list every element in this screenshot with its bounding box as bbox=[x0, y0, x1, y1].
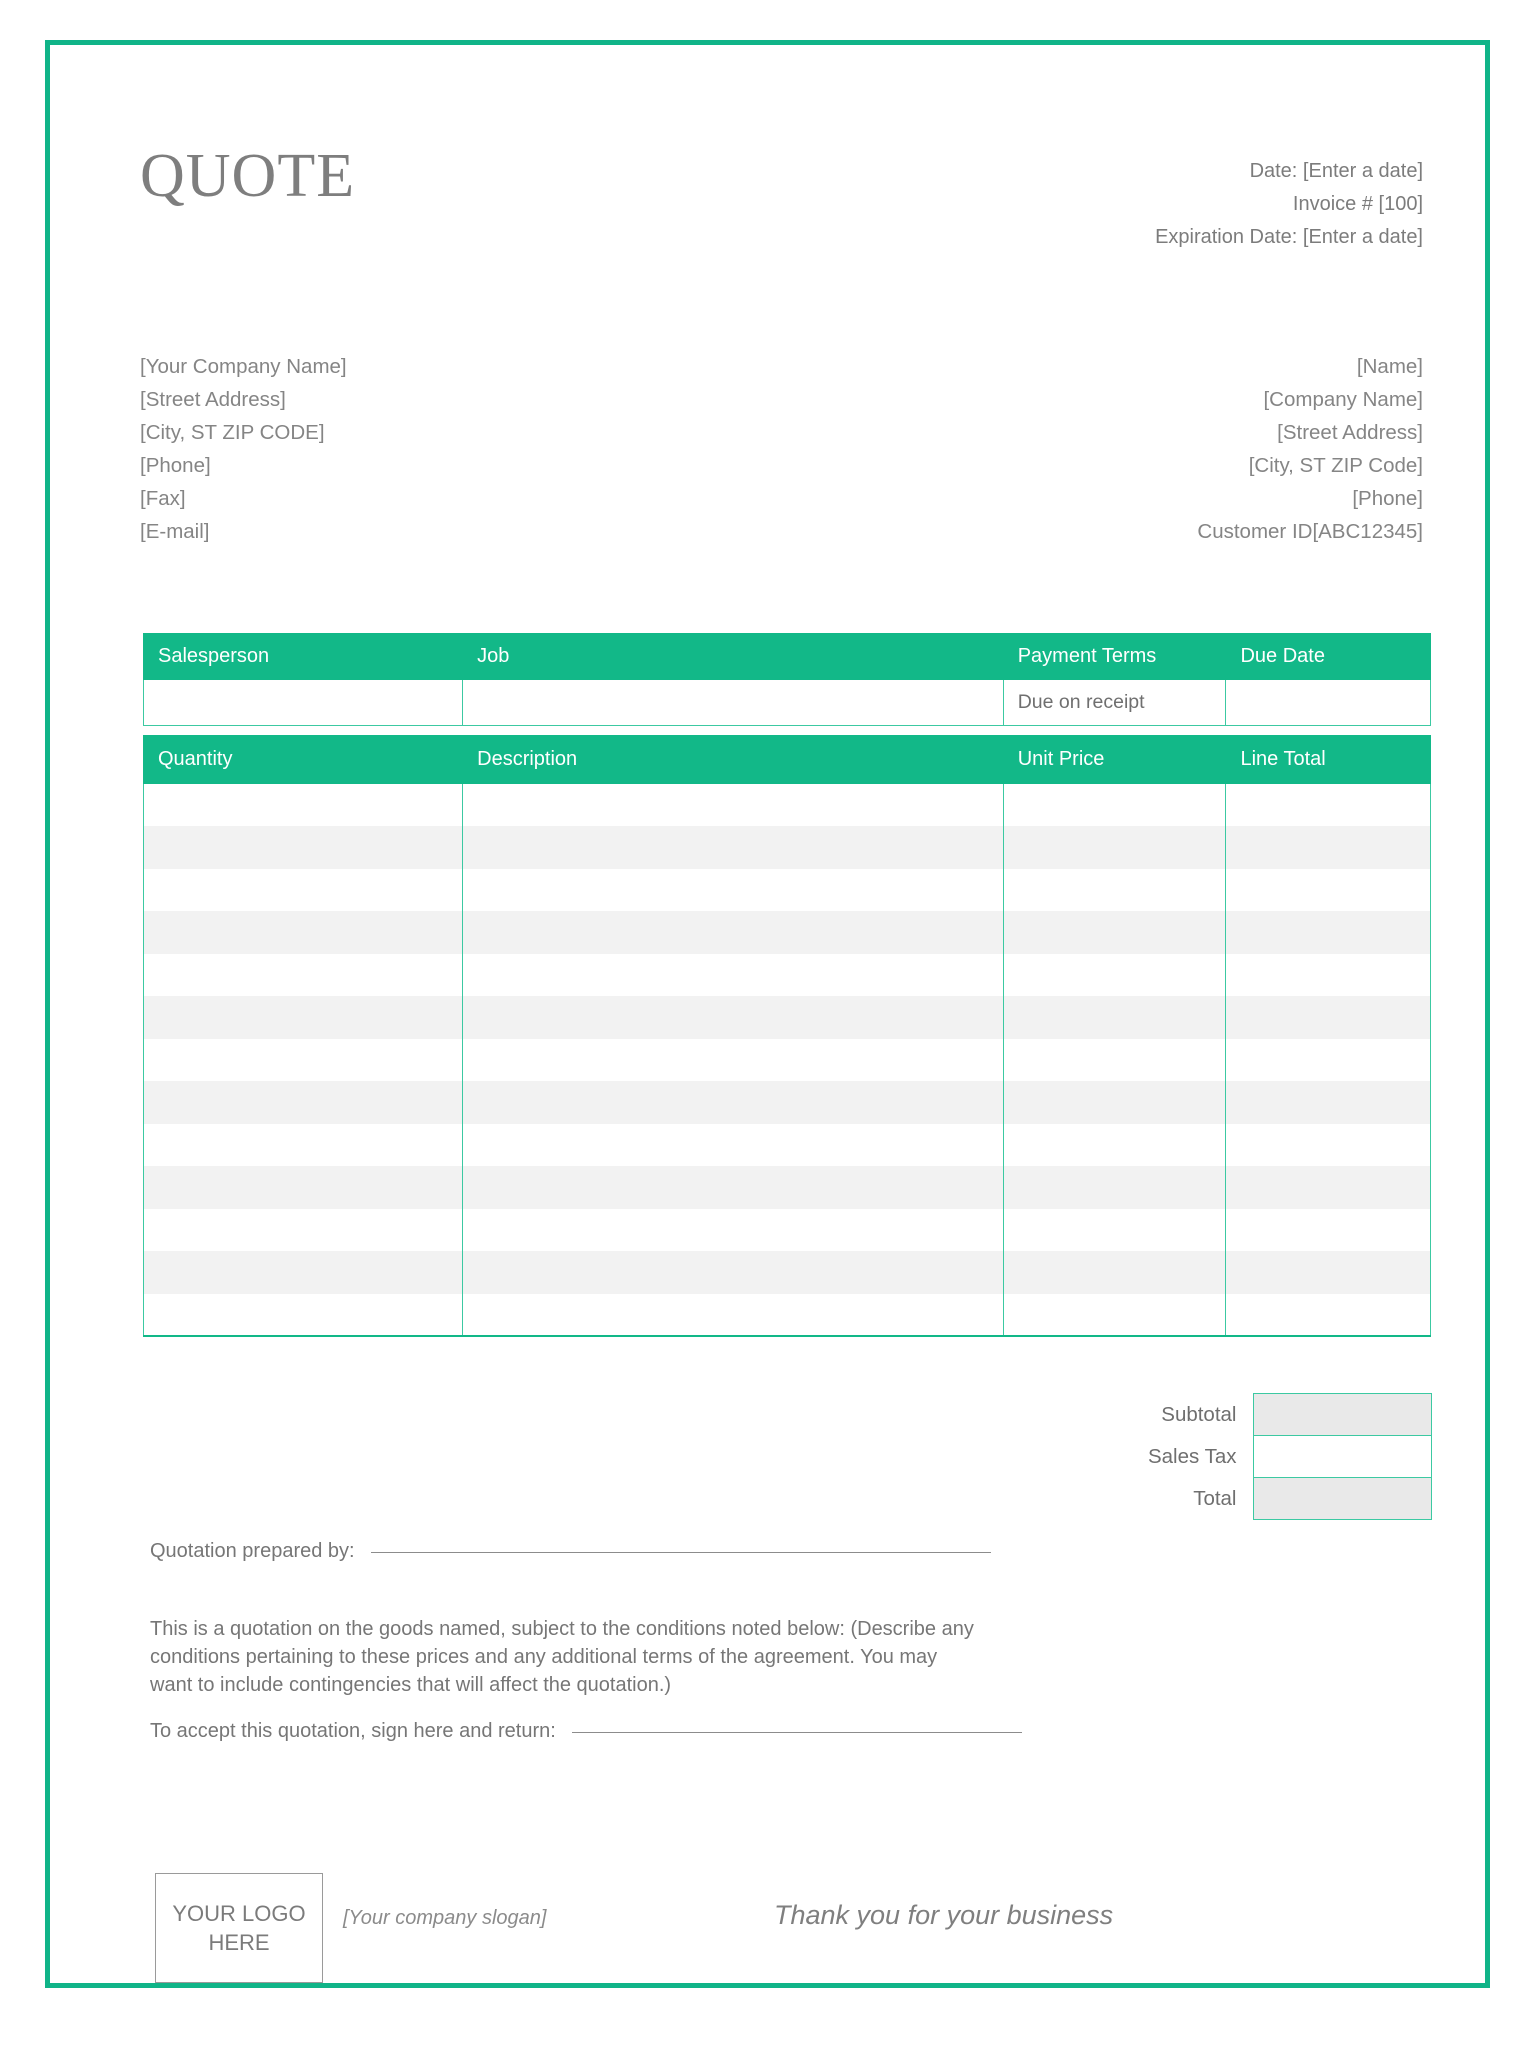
cell-line-total[interactable] bbox=[1226, 1166, 1431, 1209]
label-subtotal: Subtotal bbox=[1161, 1402, 1237, 1426]
cell-unit-price[interactable] bbox=[1003, 1039, 1226, 1082]
recipient-customer-id: Customer ID[ABC12345] bbox=[1197, 520, 1423, 543]
cell-unit-price[interactable] bbox=[1003, 996, 1226, 1039]
quotation-prepared-by-row bbox=[150, 1540, 1380, 1563]
cell-description[interactable] bbox=[463, 1166, 1004, 1209]
label-sales-tax: Sales Tax bbox=[1147, 1444, 1237, 1468]
column-header-unit-price: Unit Price bbox=[1003, 736, 1226, 784]
table-row bbox=[144, 1166, 1431, 1209]
line-items-table bbox=[143, 735, 1431, 1337]
logo-line-1: YOUR LOGO bbox=[172, 1901, 306, 1926]
totals-row-total bbox=[998, 1478, 1431, 1520]
table-row bbox=[144, 911, 1431, 954]
sender-company-name: [Your Company Name] bbox=[140, 355, 347, 378]
cell-description[interactable] bbox=[463, 1124, 1004, 1167]
salesperson-table bbox=[143, 633, 1431, 726]
quote-meta-block bbox=[1155, 155, 1423, 254]
recipient-name: [Name] bbox=[1356, 355, 1423, 378]
cell-due-date[interactable] bbox=[1226, 680, 1431, 726]
logo-placeholder bbox=[155, 1873, 323, 1983]
totals-row-sales-tax bbox=[998, 1436, 1431, 1478]
signature-line[interactable] bbox=[572, 1732, 1022, 1733]
cell-quantity[interactable] bbox=[144, 1039, 463, 1082]
value-subtotal[interactable] bbox=[1253, 1394, 1431, 1436]
totals-table bbox=[998, 1393, 1432, 1520]
column-header-line-total: Line Total bbox=[1226, 736, 1431, 784]
table-row bbox=[144, 1209, 1431, 1252]
column-header-description: Description bbox=[463, 736, 1004, 784]
cell-payment-terms[interactable]: Due on receipt bbox=[1003, 680, 1226, 726]
page-title: QUOTE bbox=[140, 142, 356, 210]
totals-row-subtotal bbox=[998, 1394, 1431, 1436]
cell-description[interactable] bbox=[463, 1039, 1004, 1082]
quote-page-border bbox=[45, 40, 1490, 1988]
table-row bbox=[144, 1039, 1431, 1082]
sender-address-block bbox=[140, 350, 347, 548]
table-row bbox=[144, 1294, 1431, 1337]
salesperson-table-header-row bbox=[144, 634, 1431, 680]
label-total: Total bbox=[1193, 1486, 1237, 1510]
cell-description[interactable] bbox=[463, 826, 1004, 869]
sender-fax: [Fax] bbox=[140, 487, 186, 510]
table-row bbox=[144, 1251, 1431, 1294]
column-header-quantity: Quantity bbox=[144, 736, 463, 784]
cell-salesperson[interactable] bbox=[144, 680, 463, 726]
cell-description[interactable] bbox=[463, 954, 1004, 997]
cell-quantity[interactable] bbox=[144, 1081, 463, 1124]
column-header-salesperson: Salesperson bbox=[144, 634, 463, 680]
cell-quantity[interactable] bbox=[144, 954, 463, 997]
table-row bbox=[144, 1124, 1431, 1167]
value-total[interactable] bbox=[1253, 1478, 1431, 1520]
cell-quantity[interactable] bbox=[144, 911, 463, 954]
cell-description[interactable] bbox=[463, 996, 1004, 1039]
recipient-company-name: [Company Name] bbox=[1263, 388, 1423, 411]
column-header-job: Job bbox=[463, 634, 1004, 680]
cell-description[interactable] bbox=[463, 1251, 1004, 1294]
accept-quotation-row bbox=[150, 1720, 1380, 1743]
cell-quantity[interactable] bbox=[144, 1294, 463, 1337]
cell-line-total[interactable] bbox=[1226, 869, 1431, 912]
cell-unit-price[interactable] bbox=[1003, 869, 1226, 912]
cell-quantity[interactable] bbox=[144, 996, 463, 1039]
cell-line-total[interactable] bbox=[1226, 996, 1431, 1039]
cell-unit-price[interactable] bbox=[1003, 1251, 1226, 1294]
recipient-city-state-zip: [City, ST ZIP Code] bbox=[1248, 454, 1423, 477]
table-row bbox=[144, 869, 1431, 912]
cell-quantity[interactable] bbox=[144, 1166, 463, 1209]
cell-quantity[interactable] bbox=[144, 1251, 463, 1294]
cell-unit-price[interactable] bbox=[1003, 954, 1226, 997]
cell-line-total[interactable] bbox=[1226, 911, 1431, 954]
cell-line-total[interactable] bbox=[1226, 1081, 1431, 1124]
cell-description[interactable] bbox=[463, 1294, 1004, 1337]
column-header-due-date: Due Date bbox=[1226, 634, 1431, 680]
cell-description[interactable] bbox=[463, 1209, 1004, 1252]
column-header-payment-terms: Payment Terms bbox=[1003, 634, 1226, 680]
quote-page bbox=[50, 45, 1485, 1983]
cell-description[interactable] bbox=[463, 784, 1004, 827]
quotation-prepared-by-label: Quotation prepared by: bbox=[150, 1540, 355, 1562]
cell-quantity[interactable] bbox=[144, 1209, 463, 1252]
cell-unit-price[interactable] bbox=[1003, 784, 1226, 827]
sender-email: [E-mail] bbox=[140, 520, 210, 543]
items-table-header-row bbox=[144, 736, 1431, 784]
document-header bbox=[50, 45, 1485, 305]
value-sales-tax[interactable] bbox=[1253, 1436, 1431, 1478]
cell-quantity[interactable] bbox=[144, 826, 463, 869]
cell-line-total[interactable] bbox=[1226, 826, 1431, 869]
cell-quantity[interactable] bbox=[144, 869, 463, 912]
cell-line-total[interactable] bbox=[1226, 1124, 1431, 1167]
cell-description[interactable] bbox=[463, 1081, 1004, 1124]
sender-phone: [Phone] bbox=[140, 454, 211, 477]
recipient-street-address: [Street Address] bbox=[1277, 421, 1423, 444]
cell-unit-price[interactable] bbox=[1003, 1124, 1226, 1167]
cell-description[interactable] bbox=[463, 869, 1004, 912]
table-row bbox=[144, 996, 1431, 1039]
meta-expiration-date: Expiration Date: [Enter a date] bbox=[1155, 226, 1423, 248]
cell-unit-price[interactable] bbox=[1003, 1209, 1226, 1252]
cell-quantity[interactable] bbox=[144, 1124, 463, 1167]
quotation-terms-text: This is a quotation on the goods named, subject to the conditions noted below: (Describe any conditions pertaining to these prices and any additional terms of the agreement. You may want to include contingencies that will affect the quotation.) bbox=[150, 1618, 974, 1696]
quotation-prepared-by-line[interactable] bbox=[371, 1552, 991, 1553]
cell-line-total[interactable] bbox=[1226, 1251, 1431, 1294]
cell-unit-price[interactable] bbox=[1003, 826, 1226, 869]
meta-invoice-number: Invoice # [100] bbox=[1292, 193, 1423, 215]
cell-unit-price[interactable] bbox=[1003, 1166, 1226, 1209]
cell-description[interactable] bbox=[463, 911, 1004, 954]
cell-unit-price[interactable] bbox=[1003, 911, 1226, 954]
table-row bbox=[144, 680, 1431, 726]
table-row bbox=[144, 954, 1431, 997]
sender-street-address: [Street Address] bbox=[140, 388, 286, 411]
sender-city-state-zip: [City, ST ZIP CODE] bbox=[140, 421, 325, 444]
cell-line-total[interactable] bbox=[1226, 1294, 1431, 1337]
meta-date: Date: [Enter a date] bbox=[1249, 160, 1423, 182]
cell-line-total[interactable] bbox=[1226, 784, 1431, 827]
line-items-body bbox=[144, 784, 1431, 1337]
recipient-address-block bbox=[1197, 350, 1423, 548]
logo-line-2: HERE bbox=[208, 1930, 270, 1955]
thank-you-message: Thank you for your business bbox=[774, 1900, 1114, 1930]
table-row bbox=[144, 826, 1431, 869]
table-row bbox=[144, 1081, 1431, 1124]
accept-quotation-label: To accept this quotation, sign here and return: bbox=[150, 1720, 556, 1742]
cell-line-total[interactable] bbox=[1226, 954, 1431, 997]
cell-job[interactable] bbox=[463, 680, 1004, 726]
cell-line-total[interactable] bbox=[1226, 1209, 1431, 1252]
cell-unit-price[interactable] bbox=[1003, 1081, 1226, 1124]
cell-unit-price[interactable] bbox=[1003, 1294, 1226, 1337]
cell-line-total[interactable] bbox=[1226, 1039, 1431, 1082]
table-row bbox=[144, 784, 1431, 827]
recipient-phone: [Phone] bbox=[1352, 487, 1423, 510]
company-slogan: [Your company slogan] bbox=[343, 1907, 547, 1929]
cell-quantity[interactable] bbox=[144, 784, 463, 827]
